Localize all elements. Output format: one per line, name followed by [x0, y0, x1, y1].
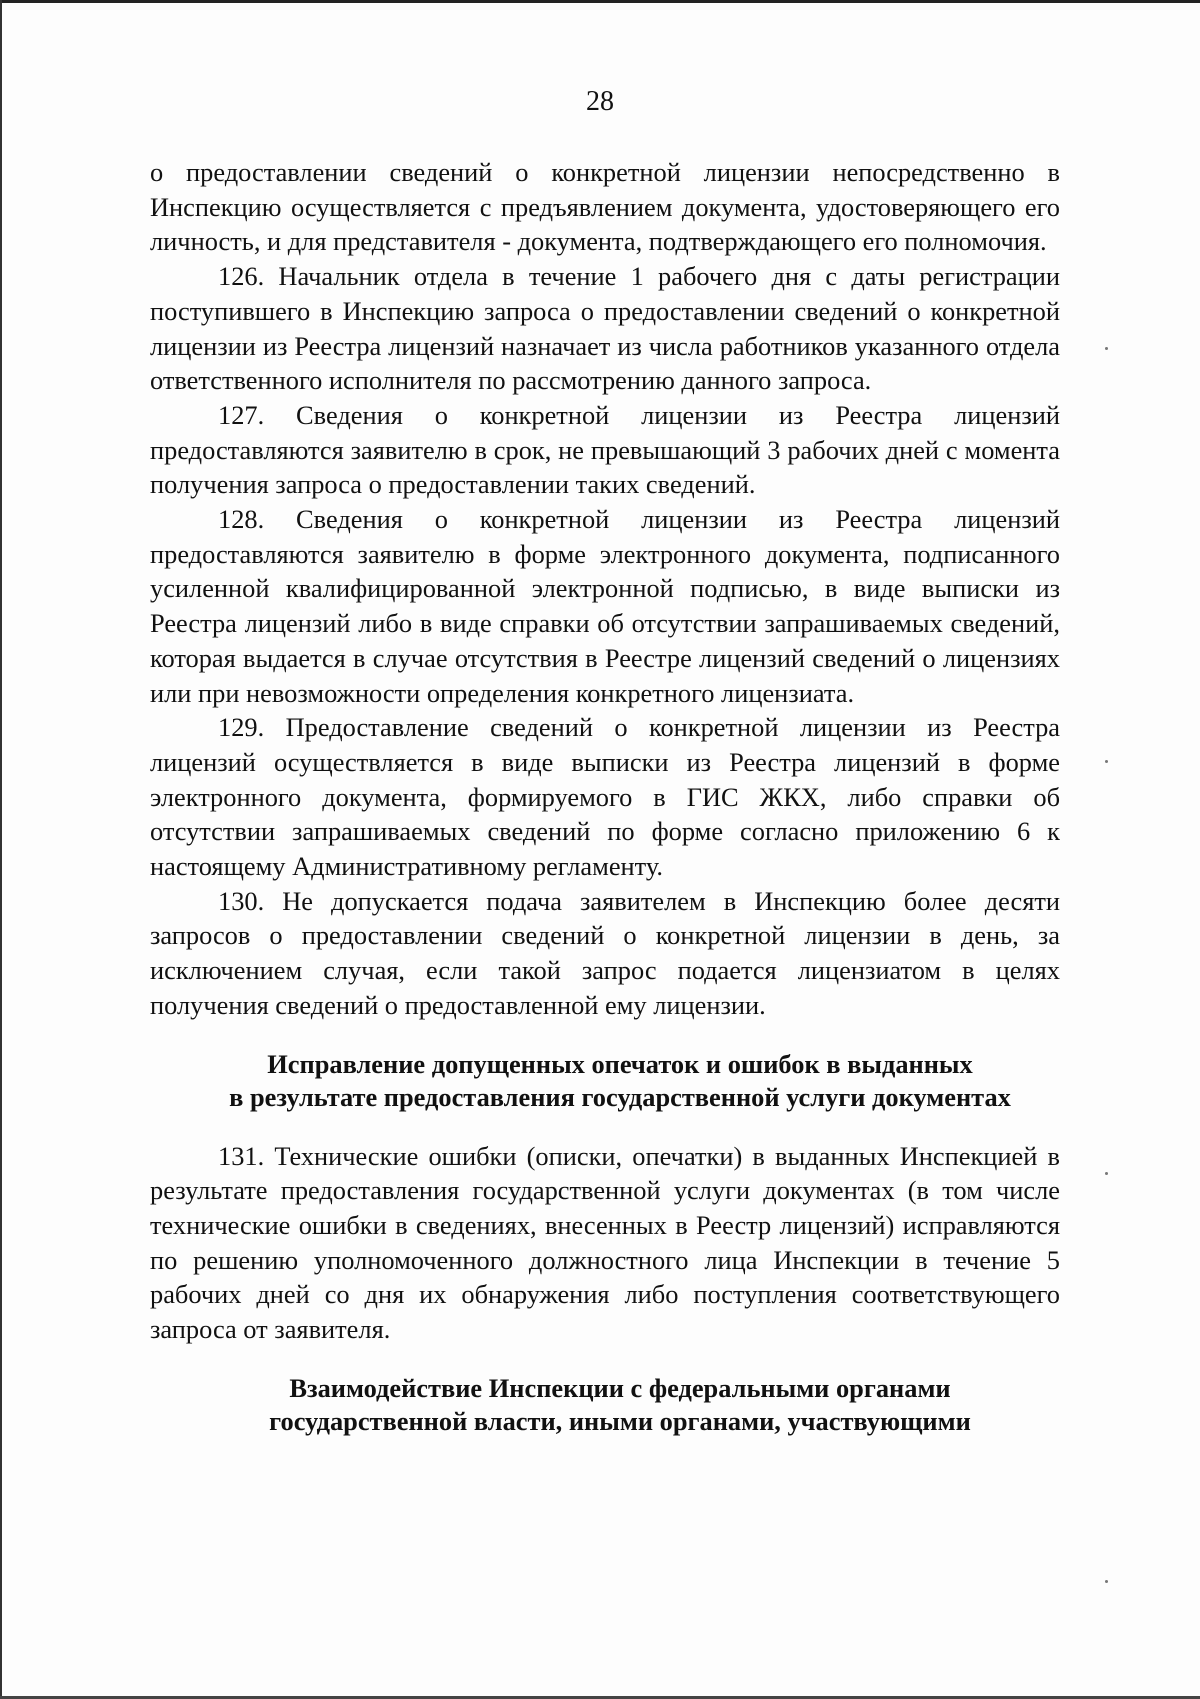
scan-edge-top — [0, 0, 1200, 3]
scan-speck — [1105, 1580, 1108, 1583]
heading-line: Исправление допущенных опечаток и ошибок в выданных — [267, 1048, 973, 1079]
paragraph-131: 131. Технические ошибки (описки, опечатки) в выданных Инспекцией в результате предоставления государственной услуги документах (в том числе технические ошибки в сведениях, внесенных в Реестр лицензий) исправляются по решению уполномоченного должностного лица Инспекции в течение 5 рабочих дней со дня их обнаружения либо поступления соответствующего запроса от заявителя. — [150, 1140, 1060, 1345]
section-heading-interaction — [150, 1372, 1060, 1438]
heading-line: в результате предоставления государственной услуги документах — [229, 1081, 1011, 1112]
document-body — [150, 155, 1060, 1438]
scan-speck — [1105, 347, 1108, 350]
paragraph-130: 130. Не допускается подача заявителем в Инспекцию более десяти запросов о предоставлении сведений о конкретной лицензии в день, за исключением случая, если такой запрос подается лицензиатом в целях получения сведений о предоставленной ему лицензии. — [150, 885, 1060, 1020]
paragraph-127: 127. Сведения о конкретной лицензии из Реестра лицензий предоставляются заявителю в срок, не превышающий 3 рабочих дней с момента получения запроса о предоставлении таких сведений. — [150, 399, 1060, 500]
heading-line: Взаимодействие Инспекции с федеральными органами — [289, 1372, 951, 1403]
scan-speck — [1105, 760, 1108, 763]
scan-edge-left — [0, 0, 2, 1699]
section-heading-corrections — [150, 1048, 1060, 1114]
paragraph-128: 128. Сведения о конкретной лицензии из Реестра лицензий предоставляются заявителю в форме электронного документа, подписанного усиленной квалифицированной электронной подписью, в виде выписки из Реестра лицензий либо в виде справки об отсутствии запрашиваемых сведений, которая выдается в случае отсутствия в Реестре лицензий сведений о лицензиях или при невозможности определения конкретного лицензиата. — [150, 504, 1060, 708]
paragraph-129: 129. Предоставление сведений о конкретной лицензии из Реестра лицензий осуществляется в виде выписки из Реестра лицензий в форме электронного документа, формируемого в ГИС ЖКХ, либо справки об отсутствии запрашиваемых сведений по форме согласно приложению 6 к настоящему Административному регламенту. — [150, 712, 1060, 882]
page-number: 28 — [586, 86, 614, 117]
paragraph-continuation: о предоставлении сведений о конкретной лицензии непосредственно в Инспекцию осуществляется с предъявлением документа, удостоверяющего его личность, и для представителя - документа, подтверждающего его полномочия. — [150, 157, 1060, 257]
heading-line: государственной власти, иными органами, участвующими — [269, 1405, 971, 1436]
paragraph-126: 126. Начальник отдела в течение 1 рабочего дня с даты регистрации поступившего в Инспекцию запроса о предоставлении сведений о конкретной лицензии из Реестра лицензий назначает из числа работников указанного отдела ответственного исполнителя по рассмотрению данного запроса. — [150, 261, 1060, 396]
scan-speck — [1105, 1172, 1108, 1175]
